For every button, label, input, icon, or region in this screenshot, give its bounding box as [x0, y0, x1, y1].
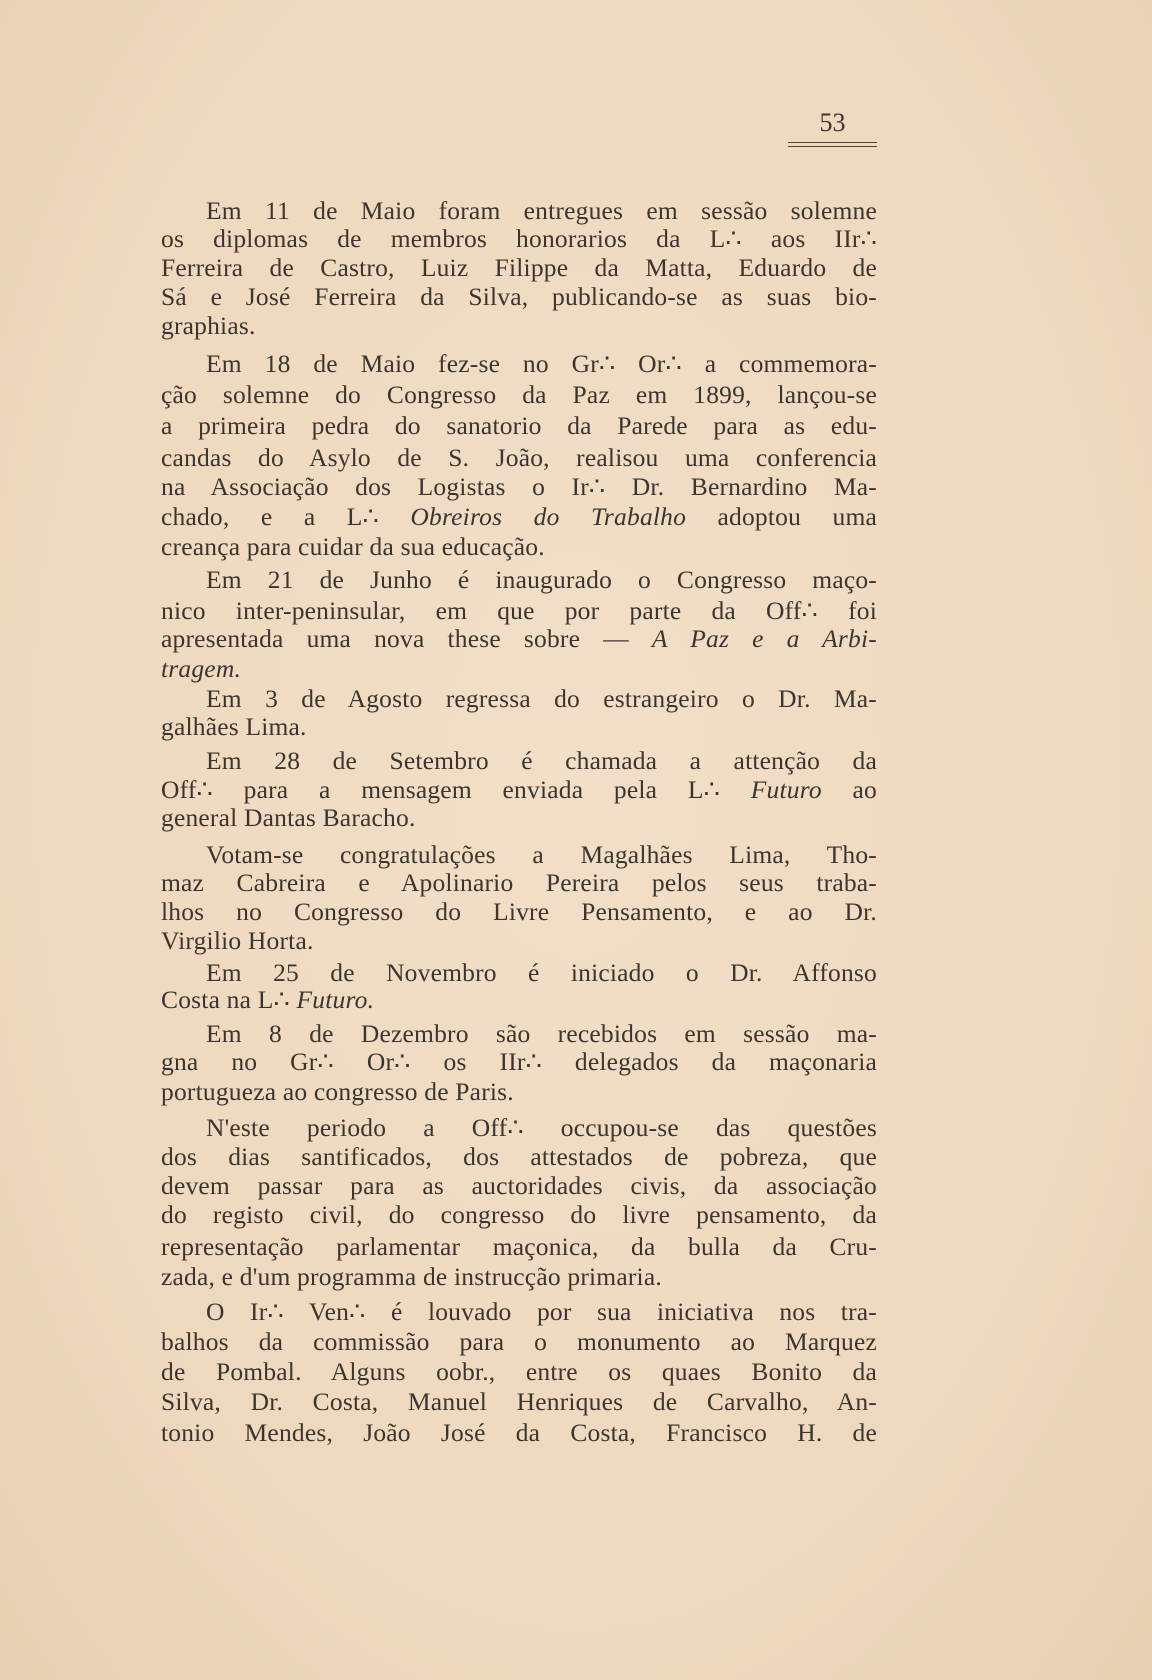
- text-line: creança para cuidar da sua educação.: [161, 532, 545, 561]
- text-line: Ferreira de Castro, Luiz Filippe da Matta, Eduardo de: [161, 253, 877, 282]
- text-line: O Ir∴ Ven∴ é louvado por sua iniciativa nos tra-: [206, 1297, 877, 1326]
- text-line: [161, 775, 877, 805]
- text-line: balhos da commissão para o monumento ao Marquez: [161, 1327, 877, 1356]
- text-line: na Associação dos Logistas o Ir∴ Dr. Bernardino Ma-: [161, 472, 877, 501]
- text-segment: Costa na L∴: [161, 985, 297, 1014]
- text-line: devem passar para as auctoridades civis, da associação: [161, 1171, 877, 1200]
- page-number: 53: [819, 108, 846, 137]
- text-line: tonio Mendes, João José da Costa, Francisco H. de: [161, 1418, 877, 1447]
- text-line: Votam-se congratulações a Magalhães Lima, Tho-: [206, 840, 877, 869]
- text-line: gna no Gr∴ Or∴ os IIr∴ delegados da maçonaria: [161, 1047, 877, 1076]
- text-line: [161, 654, 877, 684]
- italic-title: A Paz e a Arbi-: [651, 624, 877, 653]
- text-line: Silva, Dr. Costa, Manuel Henriques de Carvalho, An-: [161, 1387, 877, 1416]
- italic-title: Futuro.: [296, 985, 375, 1014]
- text-line: Em 25 de Novembro é iniciado o Dr. Affonso: [206, 958, 877, 987]
- text-line: dos dias santificados, dos attestados de pobreza, que: [161, 1142, 877, 1171]
- text-line: [161, 502, 877, 532]
- text-line: graphias.: [161, 311, 256, 340]
- page-number-rule: [788, 142, 877, 143]
- text-line: general Dantas Baracho.: [161, 803, 416, 832]
- text-line: [161, 624, 877, 654]
- text-line: de Pombal. Alguns oobr., entre os quaes Bonito da: [161, 1357, 877, 1386]
- text-line: a primeira pedra do sanatorio da Parede para as edu-: [161, 411, 877, 440]
- text-segment: chado, e a L∴: [161, 502, 411, 531]
- text-line: representação parlamentar maçonica, da bulla da Cru-: [161, 1232, 877, 1261]
- text-segment: Off∴ para a mensagem enviada pela L∴: [161, 775, 751, 804]
- text-line: Em 3 de Agosto regressa do estrangeiro o Dr. Ma-: [206, 684, 877, 713]
- text-line: [161, 985, 877, 1015]
- text-line: portugueza ao congresso de Paris.: [161, 1077, 514, 1106]
- italic-title: Futuro: [750, 775, 822, 804]
- text-line: Em 8 de Dezembro são recebidos em sessão ma-: [206, 1019, 877, 1048]
- text-line: os diplomas de membros honorarios da L∴ aos IIr∴: [161, 224, 877, 253]
- text-line: ção solemne do Congresso da Paz em 1899, lançou-se: [161, 380, 877, 409]
- text-line: lhos no Congresso do Livre Pensamento, e ao Dr.: [161, 897, 877, 926]
- text-line: zada, e d'um programma de instrucção primaria.: [161, 1262, 662, 1291]
- italic-title: tragem.: [161, 654, 242, 683]
- text-line: Sá e José Ferreira da Silva, publicando-se as suas bio-: [161, 282, 877, 311]
- text-line: N'este periodo a Off∴ occupou-se das questões: [206, 1113, 877, 1142]
- text-line: Virgilio Horta.: [161, 926, 314, 955]
- text-line: Em 18 de Maio fez-se no Gr∴ Or∴ a commemora-: [206, 349, 877, 378]
- text-segment: ao: [821, 775, 877, 804]
- italic-title: Obreiros do Trabalho: [410, 502, 687, 531]
- text-line: do registo civil, do congresso do livre pensamento, da: [161, 1200, 877, 1229]
- text-line: maz Cabreira e Apolinario Pereira pelos seus traba-: [161, 868, 877, 897]
- page-number-rule: [788, 146, 877, 147]
- text-line: Em 28 de Setembro é chamada a attenção da: [206, 746, 877, 775]
- text-line: nico inter-peninsular, em que por parte da Off∴ foi: [161, 596, 877, 625]
- text-segment: adoptou uma: [686, 502, 877, 531]
- text-line: Em 11 de Maio foram entregues em sessão solemne: [206, 196, 877, 225]
- text-line: galhães Lima.: [161, 712, 307, 741]
- text-line: candas do Asylo de S. João, realisou uma conferencia: [161, 443, 877, 472]
- text-segment: apresentada uma nova these sobre —: [161, 624, 652, 653]
- text-line: Em 21 de Junho é inaugurado o Congresso maço-: [206, 565, 877, 594]
